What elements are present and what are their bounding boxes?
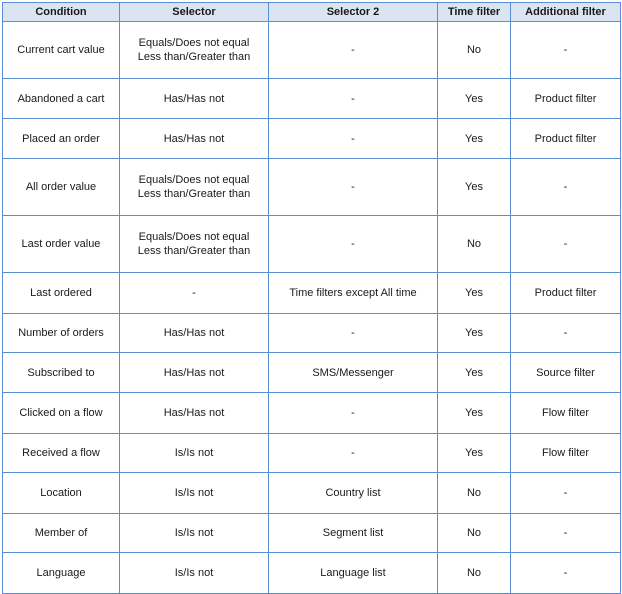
selector-2-cell: - bbox=[269, 119, 438, 159]
additional-filter-cell: - bbox=[511, 159, 621, 216]
time-filter-cell: No bbox=[438, 553, 511, 594]
time-filter-cell: Yes bbox=[438, 314, 511, 353]
selector-2-cell: Time filters except All time bbox=[269, 273, 438, 314]
additional-filter-cell: - bbox=[511, 553, 621, 594]
time-filter-cell: Yes bbox=[438, 273, 511, 314]
selector-cell: Has/Has not bbox=[120, 393, 269, 434]
selector-cell: Is/Is not bbox=[120, 553, 269, 594]
selector-cell: Has/Has not bbox=[120, 119, 269, 159]
time-filter-cell: Yes bbox=[438, 393, 511, 434]
selector-cell: Has/Has not bbox=[120, 79, 269, 119]
selector-2-cell: - bbox=[269, 159, 438, 216]
selector-cell: Has/Has not bbox=[120, 314, 269, 353]
additional-filter-cell: Product filter bbox=[511, 119, 621, 159]
column-header-selector-2: Selector 2 bbox=[269, 3, 438, 22]
condition-cell: Current cart value bbox=[3, 22, 120, 79]
table-row bbox=[3, 473, 621, 514]
condition-cell: Abandoned a cart bbox=[3, 79, 120, 119]
column-header-condition: Condition bbox=[3, 3, 120, 22]
table-row bbox=[3, 514, 621, 553]
table-row bbox=[3, 314, 621, 353]
selector-2-cell: - bbox=[269, 393, 438, 434]
time-filter-cell: Yes bbox=[438, 119, 511, 159]
condition-cell: Last ordered bbox=[3, 273, 120, 314]
selector-cell: Is/Is not bbox=[120, 473, 269, 514]
table-row bbox=[3, 119, 621, 159]
condition-cell: Language bbox=[3, 553, 120, 594]
selector-cell: Equals/Does not equal Less than/Greater than bbox=[120, 159, 269, 216]
additional-filter-cell: - bbox=[511, 514, 621, 553]
condition-cell: Subscribed to bbox=[3, 353, 120, 393]
time-filter-cell: No bbox=[438, 473, 511, 514]
selector-2-cell: - bbox=[269, 22, 438, 79]
selector-2-cell: Language list bbox=[269, 553, 438, 594]
table-row bbox=[3, 216, 621, 273]
column-header-selector: Selector bbox=[120, 3, 269, 22]
selector-2-cell: - bbox=[269, 434, 438, 473]
table-row bbox=[3, 79, 621, 119]
selector-cell: Has/Has not bbox=[120, 353, 269, 393]
condition-cell: Location bbox=[3, 473, 120, 514]
table-row bbox=[3, 273, 621, 314]
selector-2-cell: - bbox=[269, 79, 438, 119]
time-filter-cell: Yes bbox=[438, 79, 511, 119]
condition-cell: Received a flow bbox=[3, 434, 120, 473]
table-body bbox=[3, 22, 621, 594]
time-filter-cell: Yes bbox=[438, 434, 511, 473]
selector-cell: Equals/Does not equal Less than/Greater than bbox=[120, 216, 269, 273]
condition-cell: Placed an order bbox=[3, 119, 120, 159]
additional-filter-cell: - bbox=[511, 314, 621, 353]
time-filter-cell: Yes bbox=[438, 159, 511, 216]
additional-filter-cell: Flow filter bbox=[511, 434, 621, 473]
additional-filter-cell: - bbox=[511, 216, 621, 273]
condition-cell: All order value bbox=[3, 159, 120, 216]
selector-2-cell: - bbox=[269, 314, 438, 353]
table-row bbox=[3, 353, 621, 393]
column-header-time-filter: Time filter bbox=[438, 3, 511, 22]
table-row bbox=[3, 553, 621, 594]
additional-filter-cell: Product filter bbox=[511, 79, 621, 119]
condition-cell: Last order value bbox=[3, 216, 120, 273]
additional-filter-cell: Source filter bbox=[511, 353, 621, 393]
additional-filter-cell: - bbox=[511, 22, 621, 79]
selector-cell: Is/Is not bbox=[120, 434, 269, 473]
conditions-table bbox=[2, 2, 621, 594]
time-filter-cell: No bbox=[438, 216, 511, 273]
condition-cell: Member of bbox=[3, 514, 120, 553]
table-header-row bbox=[3, 3, 621, 22]
selector-cell: Equals/Does not equal Less than/Greater than bbox=[120, 22, 269, 79]
selector-2-cell: Country list bbox=[269, 473, 438, 514]
time-filter-cell: No bbox=[438, 514, 511, 553]
table-row bbox=[3, 159, 621, 216]
table-row bbox=[3, 434, 621, 473]
additional-filter-cell: Product filter bbox=[511, 273, 621, 314]
table-row bbox=[3, 393, 621, 434]
additional-filter-cell: Flow filter bbox=[511, 393, 621, 434]
time-filter-cell: No bbox=[438, 22, 511, 79]
table-row bbox=[3, 22, 621, 79]
selector-cell: Is/Is not bbox=[120, 514, 269, 553]
condition-cell: Number of orders bbox=[3, 314, 120, 353]
selector-cell: - bbox=[120, 273, 269, 314]
condition-cell: Clicked on a flow bbox=[3, 393, 120, 434]
additional-filter-cell: - bbox=[511, 473, 621, 514]
column-header-additional-filter: Additional filter bbox=[511, 3, 621, 22]
selector-2-cell: SMS/Messenger bbox=[269, 353, 438, 393]
selector-2-cell: - bbox=[269, 216, 438, 273]
selector-2-cell: Segment list bbox=[269, 514, 438, 553]
time-filter-cell: Yes bbox=[438, 353, 511, 393]
